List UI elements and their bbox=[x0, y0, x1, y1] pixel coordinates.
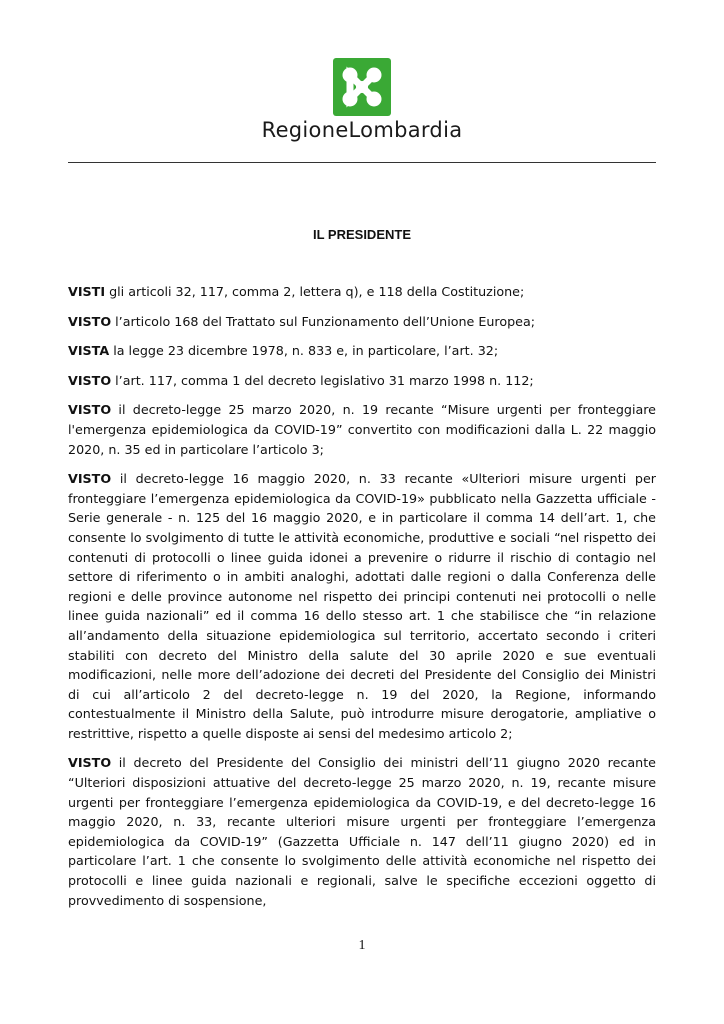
paragraph bbox=[68, 400, 656, 459]
header-divider bbox=[68, 162, 656, 163]
page-number: 1 bbox=[358, 938, 366, 953]
paragraph-text: il decreto-legge 25 marzo 2020, n. 19 recante “Misure urgenti per fronteggiare l'emergenza epidemiologica da COVID-19” convertito con modificazioni dalla L. 22 maggio 2020, n. 35 ed in particolare l’articolo 3; bbox=[68, 402, 656, 457]
paragraph-keyword: VISTO bbox=[68, 755, 112, 771]
paragraph-keyword: VISTO bbox=[68, 372, 112, 388]
logo-text: RegioneLombardia bbox=[261, 118, 463, 142]
paragraph bbox=[68, 469, 656, 743]
paragraph-text: gli articoli 32, 117, comma 2, lettera q), e 118 della Costituzione; bbox=[105, 284, 525, 299]
region-logo bbox=[0, 58, 724, 142]
document-title: IL PRESIDENTE bbox=[312, 227, 411, 242]
regione-lombardia-logo-icon bbox=[333, 58, 391, 116]
paragraph-keyword: VISTI bbox=[68, 284, 106, 299]
paragraph-keyword: VISTO bbox=[68, 402, 112, 418]
paragraph bbox=[68, 341, 656, 361]
paragraph-text: il decreto-legge 16 maggio 2020, n. 33 recante «Ulteriori misure urgenti per fronteggiare l’emergenza epidemiologica da COVID-19» pubblicato nella Gazzetta ufficiale - Serie generale - n. 125 del 16 maggio 2020, e in particolare il comma 14 dell’art. 1, che consente lo svolgimento di tutte le attività economiche, produttive e sociali “nel rispetto dei contenuti di protocolli o linee guida idonei a prevenire o ridurre il rischio di contagio nel settore di riferimento o in ambiti analoghi, adottati dalle regioni o dalla Conferenza delle regioni e delle province autonome nel rispetto dei principi contenuti nei protocolli o nelle linee guida nazionali” ed il comma 16 dello stesso art. 1 che stabilisce che “in relazione all’andamento della situazione epidemiologica sul territorio, accertato secondo i criteri stabiliti con decreto del Ministro della salute del 30 aprile 2020 e sue eventuali modificazioni, nelle more dell’adozione dei decreti del Presidente del Consiglio dei Ministri di cui all’articolo 2 del decreto-legge n. 19 del 2020, la Regione, informando contestualmente il Ministro della Salute, può introdurre misure derogatorie, ampliative o restrittive, rispetto a quelle disposte ai sensi del medesimo articolo 2; bbox=[68, 471, 656, 741]
paragraph-keyword: VISTO bbox=[68, 313, 112, 329]
paragraph bbox=[68, 753, 656, 910]
paragraph-text: l’art. 117, comma 1 del decreto legislativo 31 marzo 1998 n. 112; bbox=[111, 372, 534, 388]
paragraph bbox=[68, 282, 656, 302]
paragraph-text: il decreto del Presidente del Consiglio dei ministri dell’11 giugno 2020 recante “Ulteriori disposizioni attuative del decreto-legge 25 marzo 2020, n. 19, recante misure urgenti per fronteggiare l’emergenza epidemiologica da COVID-19, e del decreto-legge 16 maggio 2020, n. 33, recante ulteriori misure urgenti per fronteggiare l’emergenza epidemiologica da COVID-19” (Gazzetta Ufficiale n. 147 dell’11 giugno 2020) ed in particolare l’art. 1 che consente lo svolgimento delle attività economiche nel rispetto dei protocolli e linee guida nazionali e regionali, salve le specifiche eccezioni oggetto di provvedimento di sospensione, bbox=[68, 755, 656, 908]
paragraph-text: l’articolo 168 del Trattato sul Funzionamento dell’Unione Europea; bbox=[111, 313, 536, 329]
paragraph bbox=[68, 371, 656, 391]
paragraph-keyword: VISTA bbox=[68, 343, 110, 359]
paragraph-text: la legge 23 dicembre 1978, n. 833 e, in particolare, l’art. 32; bbox=[109, 343, 499, 359]
paragraph bbox=[68, 312, 656, 332]
paragraph-keyword: VISTO bbox=[68, 471, 112, 487]
document-body bbox=[68, 282, 656, 920]
